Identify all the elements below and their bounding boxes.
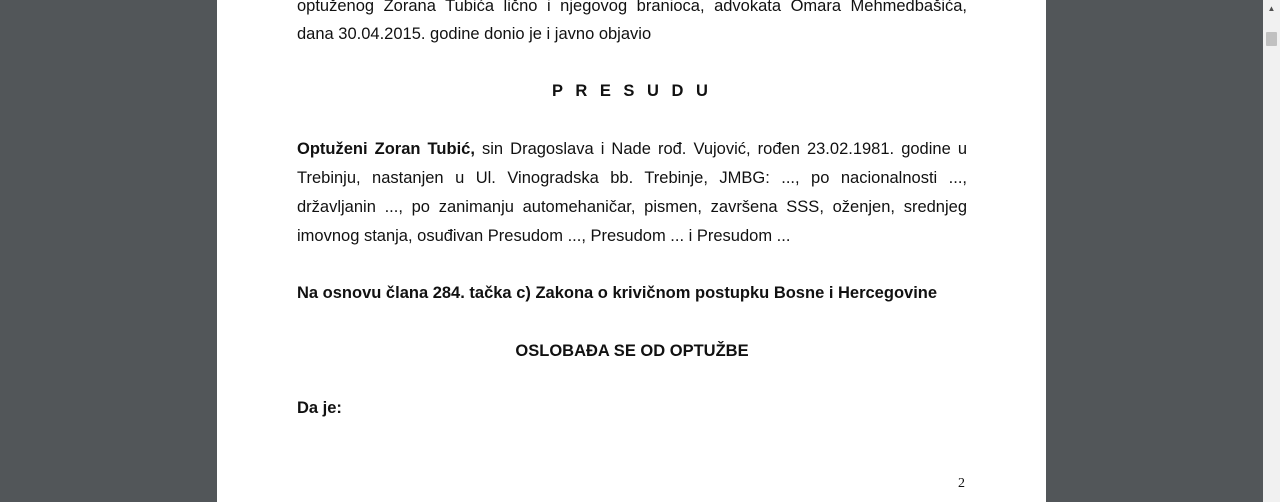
document-heading: P R E S U D U	[552, 82, 712, 100]
paragraph-defendant-line-3: državljanin ..., po zanimanju automehaničar, pismen, završena SSS, oženjen, srednjeg	[297, 198, 967, 216]
defendant-details: sin Dragoslava i Nade rođ. Vujović, rođen 23.02.1981. godine u	[474, 140, 967, 158]
scroll-up-icon[interactable]: ▲	[1263, 0, 1280, 17]
da-je-label: Da je:	[297, 399, 342, 417]
scroll-thumb[interactable]	[1266, 32, 1277, 46]
defendant-name: Optuženi Zoran Tubić,	[297, 140, 475, 158]
page-number: 2	[958, 476, 965, 491]
legal-basis: Na osnovu člana 284. tačka c) Zakona o krivičnom postupku Bosne i Hercegovine	[297, 284, 938, 302]
text-line-date: dana 30.04.2015. godine donio je i javno objavio	[297, 25, 652, 43]
text-line-partial: optuženog Zorana Tubića lično i njegovog branioca, advokata Omara Mehmedbašića,	[297, 0, 967, 15]
paragraph-defendant-line-2: Trebinju, nastanjen u Ul. Vinogradska bb. Trebinje, JMBG: ..., po nacionalnosti ...,	[297, 169, 967, 187]
verdict-heading: OSLOBAĐA SE OD OPTUŽBE	[515, 342, 749, 360]
paragraph-defendant-line-4: imovnog stanja, osuđivan Presudom ..., Presudom ... i Presudom ...	[297, 227, 791, 245]
paragraph-defendant-line-1	[297, 139, 967, 159]
document-page	[217, 0, 1046, 502]
vertical-scrollbar[interactable]	[1263, 0, 1280, 502]
